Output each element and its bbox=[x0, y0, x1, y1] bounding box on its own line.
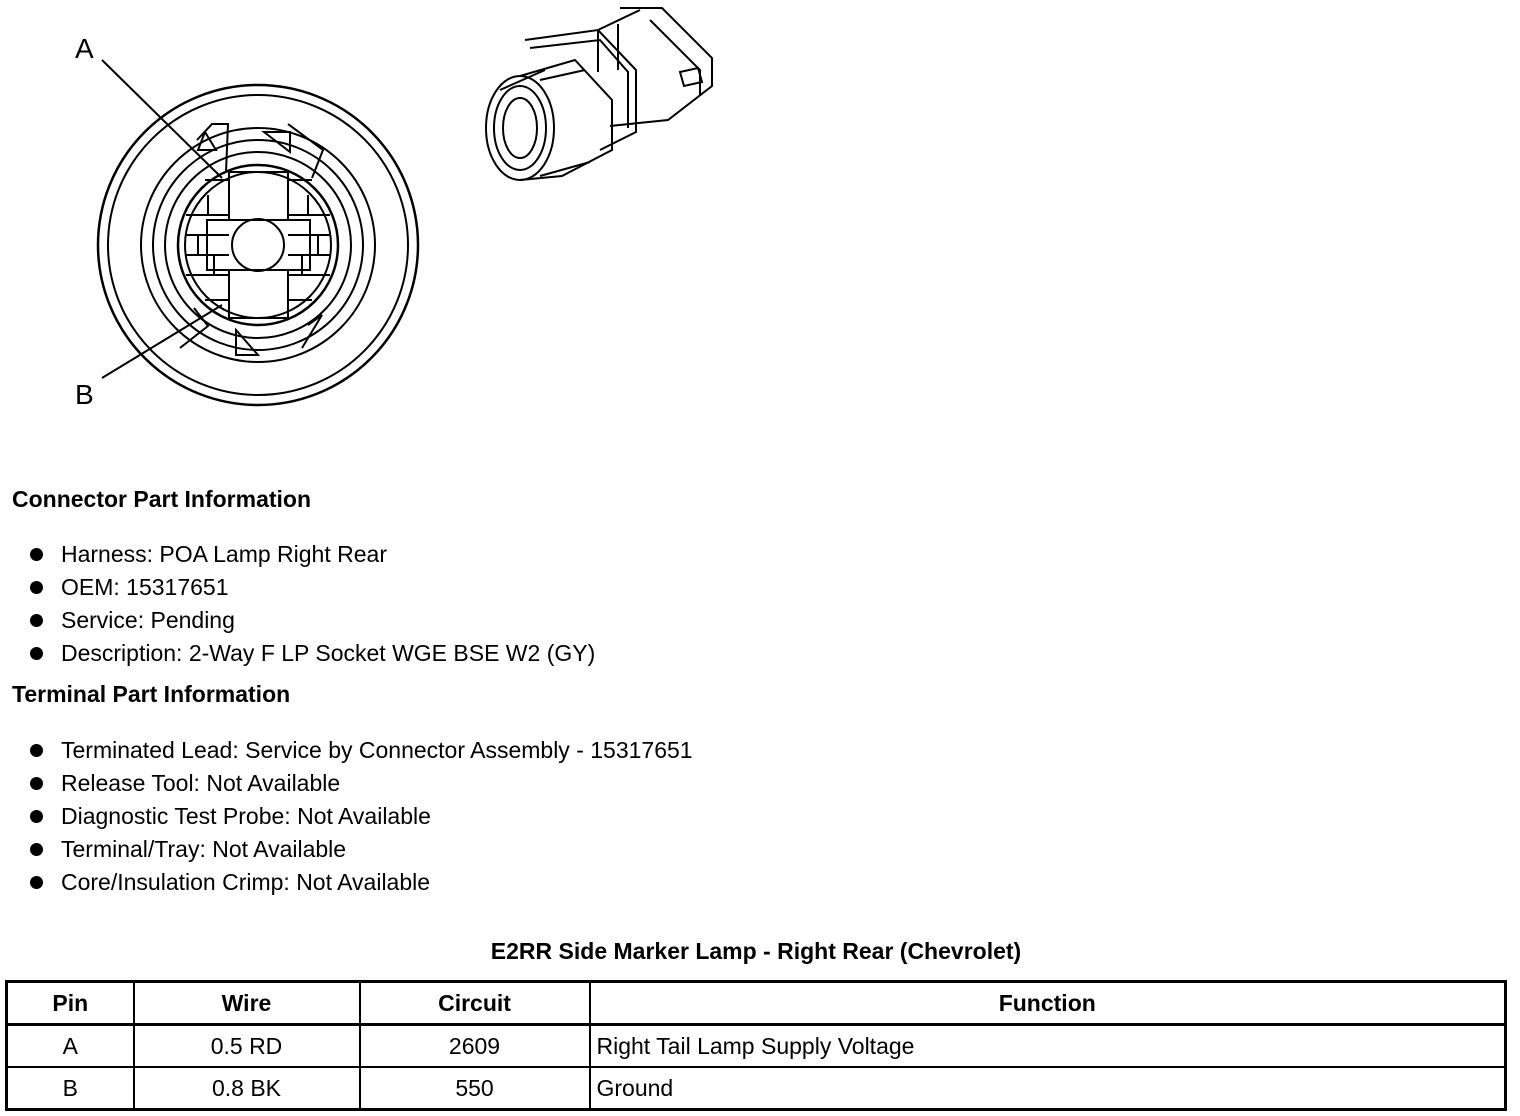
list-item bbox=[30, 604, 595, 637]
pin-table bbox=[5, 980, 1507, 1111]
terminal-part-info-heading: Terminal Part Information bbox=[12, 681, 291, 707]
bullet-icon bbox=[30, 581, 43, 594]
callout-b-label: B bbox=[75, 379, 94, 410]
list-item-text: Core/Insulation Crimp: Not Available bbox=[61, 869, 431, 895]
list-item bbox=[30, 767, 693, 800]
callout-a-label: A bbox=[75, 33, 94, 64]
bullet-icon bbox=[30, 548, 43, 561]
cell-function: Ground bbox=[590, 1067, 1506, 1110]
connector-diagram bbox=[0, 0, 760, 460]
callout-b-leader bbox=[102, 305, 222, 378]
list-item-text: Service: Pending bbox=[61, 607, 235, 633]
table-row bbox=[7, 1025, 1506, 1068]
list-item-text: Diagnostic Test Probe: Not Available bbox=[61, 803, 431, 829]
bullet-icon bbox=[30, 647, 43, 660]
list-item bbox=[30, 637, 595, 670]
callout-a-leader bbox=[102, 60, 222, 178]
bullet-icon bbox=[30, 876, 43, 889]
cell-pin: B bbox=[7, 1067, 134, 1110]
terminal-part-info-list bbox=[30, 734, 693, 899]
column-header-pin: Pin bbox=[7, 982, 134, 1025]
list-item-text: Terminated Lead: Service by Connector Assembly - 15317651 bbox=[61, 737, 693, 763]
list-item-text: Terminal/Tray: Not Available bbox=[61, 836, 347, 862]
bullet-icon bbox=[30, 843, 43, 856]
list-item bbox=[30, 734, 693, 767]
list-item bbox=[30, 571, 595, 604]
list-item bbox=[30, 538, 595, 571]
cell-circuit: 550 bbox=[360, 1067, 590, 1110]
list-item-text: Harness: POA Lamp Right Rear bbox=[61, 541, 387, 567]
column-header-wire: Wire bbox=[134, 982, 360, 1025]
bullet-icon bbox=[30, 810, 43, 823]
cell-pin: A bbox=[7, 1025, 134, 1068]
socket-side-view bbox=[486, 8, 712, 180]
connector-face-view bbox=[98, 85, 418, 405]
table-header-row bbox=[7, 982, 1506, 1025]
bullet-icon bbox=[30, 744, 43, 757]
list-item bbox=[30, 866, 693, 899]
list-item-text: Description: 2-Way F LP Socket WGE BSE W2 (GY) bbox=[61, 640, 596, 666]
cell-wire: 0.5 RD bbox=[134, 1025, 360, 1068]
bullet-icon bbox=[30, 614, 43, 627]
list-item bbox=[30, 800, 693, 833]
cell-wire: 0.8 BK bbox=[134, 1067, 360, 1110]
list-item bbox=[30, 833, 693, 866]
connector-part-info-list bbox=[30, 538, 595, 670]
bullet-icon bbox=[30, 777, 43, 790]
pin-table-title: E2RR Side Marker Lamp - Right Rear (Chevrolet) bbox=[490, 938, 1022, 964]
list-item-text: OEM: 15317651 bbox=[61, 574, 229, 600]
cell-function: Right Tail Lamp Supply Voltage bbox=[590, 1025, 1506, 1068]
cell-circuit: 2609 bbox=[360, 1025, 590, 1068]
column-header-circuit: Circuit bbox=[360, 982, 590, 1025]
column-header-function: Function bbox=[590, 982, 1506, 1025]
connector-part-info-heading: Connector Part Information bbox=[12, 486, 312, 512]
list-item-text: Release Tool: Not Available bbox=[61, 770, 341, 796]
table-row bbox=[7, 1067, 1506, 1110]
